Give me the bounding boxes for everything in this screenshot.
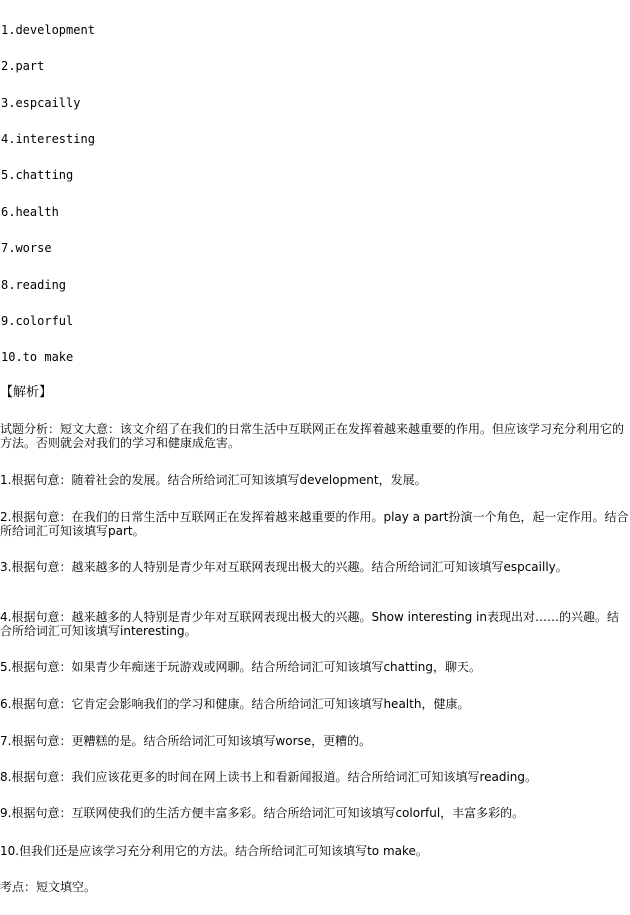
answer-line-3: 3.espcailly — [1, 96, 81, 110]
answer-line-1: 1.development — [1, 23, 95, 37]
kaodian-line: 考点：短文填空。 — [0, 880, 97, 894]
answer-line-2: 2.part — [1, 59, 45, 73]
summary-paragraph: 试题分析：短文大意：该文介绍了在我们的日常生活中互联网正在发挥着越来越重要的作用。但应该学习充分利用它的方法。否则就会对我们的学习和健康成危害。 — [0, 422, 625, 450]
answer-line-9: 9.colorful — [1, 314, 74, 328]
analysis-heading: 【解析】 — [0, 385, 53, 400]
answer-line-10: 10.to make — [1, 350, 74, 364]
explanation-2: 2.根据句意：在我们的日常生活中互联网正在发挥着越来越重要的作用。play a part扮演一个角色，起一定作用。结合所给词汇可知该填写part。 — [0, 510, 629, 538]
explanation-7: 7.根据句意：更糟糕的是。结合所给词汇可知该填写worse，更糟的。 — [0, 734, 372, 748]
explanation-5: 5.根据句意：如果青少年痴迷于玩游戏或网聊。结合所给词汇可知该填写chatting，聊天。 — [0, 660, 481, 674]
explanation-4: 4.根据句意：越来越多的人特别是青少年对互联网表现出极大的兴趣。Show interesting in表现出对……的兴趣。结合所给词汇可知该填写interesting。 — [0, 610, 619, 638]
explanation-9: 9.根据句意：互联网使我们的生活方便丰富多彩。结合所给词汇可知该填写colorful，丰富多彩的。 — [0, 806, 525, 820]
answer-line-8: 8.reading — [1, 278, 67, 292]
answer-line-5: 5.chatting — [1, 168, 74, 182]
explanation-6: 6.根据句意：它肯定会影响我们的学习和健康。结合所给词汇可知该填写health，健康。 — [0, 697, 470, 711]
answer-line-4: 4.interesting — [1, 132, 95, 146]
answer-line-6: 6.health — [1, 205, 59, 219]
explanation-1: 1.根据句意：随着社会的发展。结合所给词汇可知该填写development，发展。 — [0, 473, 427, 487]
explanation-10: 10.但我们还是应该学习充分利用它的方法。结合所给词汇可知该填写to make。 — [0, 844, 428, 858]
answer-line-7: 7.worse — [1, 241, 52, 255]
explanation-8: 8.根据句意：我们应该花更多的时间在网上读书上和看新闻报道。结合所给词汇可知该填写reading。 — [0, 770, 538, 784]
explanation-3: 3.根据句意：越来越多的人特别是青少年对互联网表现出极大的兴趣。结合所给词汇可知该填写espcailly。 — [0, 560, 568, 574]
